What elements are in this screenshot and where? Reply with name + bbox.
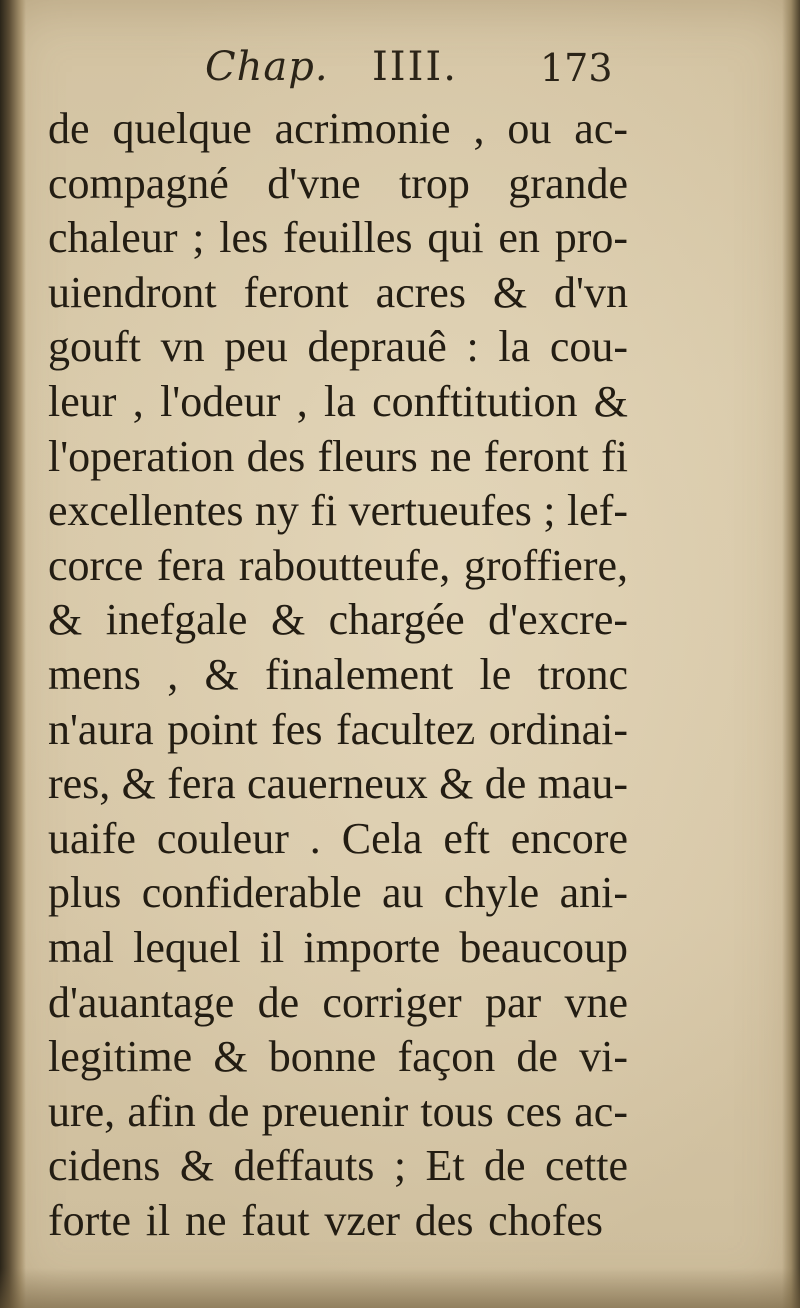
text-line: d'auantage de corriger par vne [48,977,628,1027]
text-line: cidens & deffauts ; Et de cette [48,1141,628,1191]
text-line: uiendront feront acres & d'vn [48,267,628,317]
body-text [48,102,628,1248]
text-line: de quelque acrimonie , ou ac- [48,104,628,153]
text-line: mens , & finalement le tronc [48,649,628,699]
text-line: uaife couleur . Cela eft encore [48,813,628,863]
text-line: mal lequel il importe beaucoup [48,922,628,972]
page-edge-shadow [782,0,800,1308]
text-line: compagné d'vne trop grande [48,158,628,208]
text-line: plus confiderable au chyle ani- [48,868,628,918]
text-line: ure, afin de preuenir tous ces ac- [48,1086,628,1136]
running-title: Chap. [205,44,329,90]
chapter-number: IIII. [372,44,458,90]
text-line: leur , l'odeur , la conftitution & [48,376,628,426]
page-gutter-shadow [0,0,26,1308]
text-line: corce fera raboutteufe, groffiere, [48,540,628,590]
page-header [0,44,800,104]
text-line: gouft vn peu deprauê : la cou- [48,322,628,372]
text-line: chaleur ; les feuilles qui en pro- [48,213,628,263]
text-line: excellentes ny fi vertueufes ; lef- [48,486,628,536]
text-line: res, & fera cauerneux & de mau- [48,759,628,809]
text-line: l'operation des fleurs ne feront fi [48,431,628,481]
text-line: forte il ne faut vzer des chofes [48,1195,603,1245]
text-line: legitime & bonne façon de vi- [48,1032,628,1082]
text-line: n'aura point fes facultez ordinai- [48,704,628,754]
page-number: 173 [540,46,613,90]
page-bottom-shadow [0,1268,800,1308]
text-line: & inefgale & chargée d'excre- [48,595,628,645]
